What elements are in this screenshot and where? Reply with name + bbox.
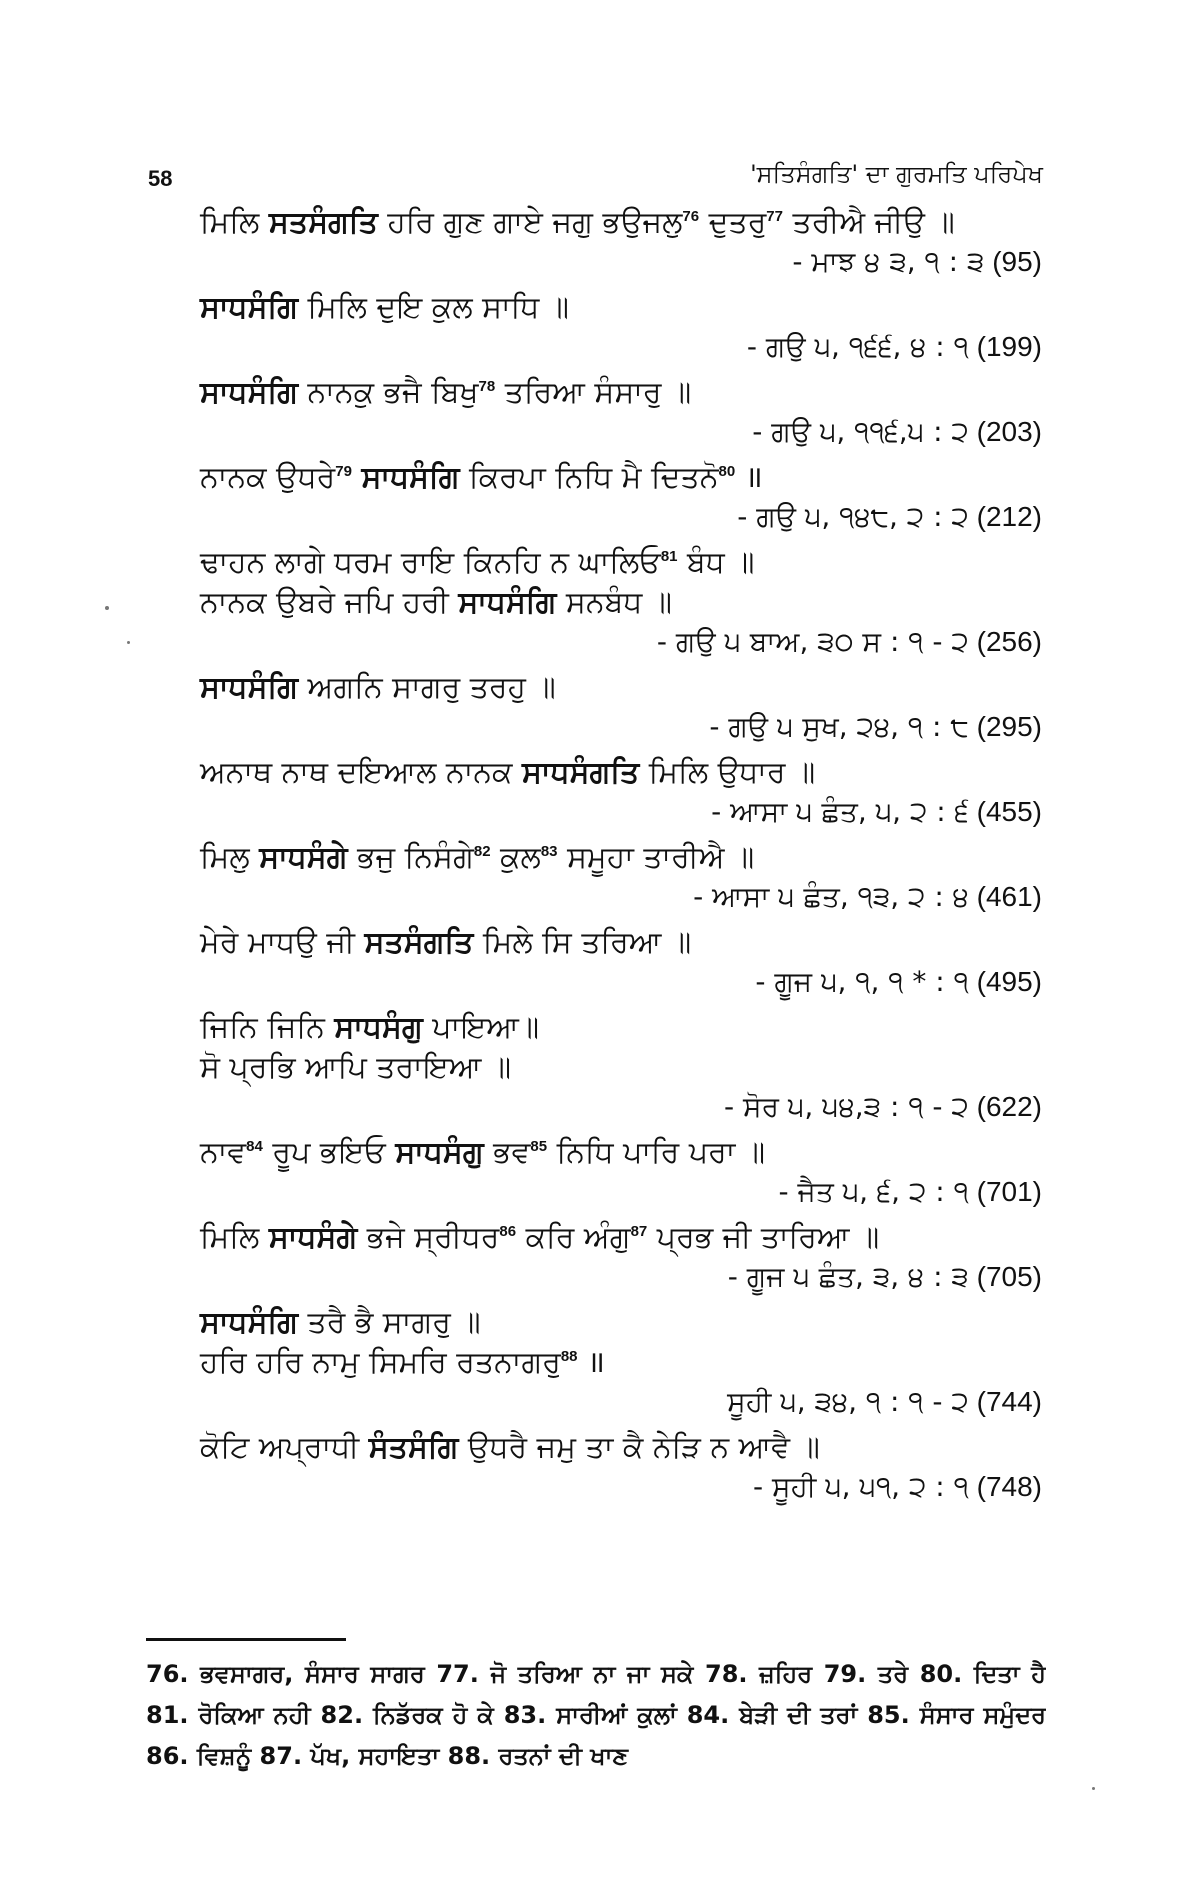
reference-text: - ਗਉ ੫ ਬਾਅ, ੩੦ ਸ : ੧ - ੨ — [656, 625, 969, 658]
footnote-marker: 82 — [473, 843, 491, 860]
scan-speck — [1092, 1787, 1095, 1790]
verse-line — [200, 205, 1042, 245]
verse-reference — [200, 1470, 1042, 1509]
verse-text: ਤਰੀਐ ਜੀਉ ॥ — [782, 205, 955, 240]
verse-text: ਢਾਹਨ ਲਾਗੇ ਧਰਮ ਰਾਇ ਕਿਨਹਿ ਨ ਘਾਲਿਓ — [200, 545, 661, 580]
verse-reference — [200, 500, 1042, 539]
verse-text: ਭਵ — [483, 1135, 531, 1170]
reference-text: - ਗਉ ੫, ੧੬੬, ੪ : ੧ — [746, 330, 969, 363]
footnote-marker: 84 — [246, 1138, 263, 1155]
verse-text: ਕੋਟਿ ਅਪ੍ਰਾਧੀ — [200, 1430, 369, 1465]
emphasized-term: ਸੰਤਸੰਗਿ — [368, 1430, 459, 1465]
reference-text: - ਆਸਾ ੫ ਛੰਤ, ੧੩, ੨ : ੪ — [693, 880, 969, 913]
verse — [200, 925, 1042, 1010]
reference-page: (622) — [968, 1091, 1042, 1122]
verse-line — [200, 1430, 1042, 1470]
verse — [200, 1010, 1042, 1135]
reference-text: - ਜੈਤ ੫, ੬, ੨ : ੧ — [778, 1175, 969, 1208]
verse-text: ਉਧਰੈ ਜਮੁ ਤਾ ਕੈ ਨੇੜਿ ਨ ਆਵੈ ॥ — [458, 1430, 820, 1465]
emphasized-term: ਸਾਧਸੰਗਤਿ — [522, 755, 640, 790]
verse — [200, 205, 1042, 290]
footnote-marker: 85 — [530, 1138, 548, 1155]
footnote-line: 86. ਵਿਸ਼ਨੂੰ 87. ਪੱਖ, ਸਹਾਇਤਾ 88. ਰਤਨਾਂ ਦੀ ਖਾਣ — [146, 1742, 629, 1770]
emphasized-term: ਸਾਧਸੰਗਿ — [458, 585, 557, 620]
verse-line — [200, 1010, 1042, 1050]
verse-text: ਹਰਿ ਗੁਣ ਗਾਏ ਜਗੁ ਭਉਜਲੁ — [377, 205, 683, 240]
verse-text: ਅਗਨਿ ਸਾਗਰੁ ਤਰਹੁ ॥ — [297, 670, 556, 705]
scan-speck — [105, 606, 109, 610]
verse-text: ਭਜੇ ਸ੍ਰੀਧਰ — [357, 1220, 500, 1255]
reference-page: (455) — [968, 796, 1042, 827]
emphasized-term: ਸਾਧਸੰਗਿ — [361, 460, 460, 495]
verse-text: ਮਿਲਿ — [200, 205, 269, 240]
verse-reference — [200, 880, 1042, 919]
verse-text: ਕਰਿ ਅੰਗੁ — [516, 1220, 631, 1255]
reference-text: ਸੂਹੀ ੫, ੩੪, ੧ : ੧ - ੨ — [727, 1385, 969, 1418]
verse — [200, 840, 1042, 925]
verse-text: ਨਾਨਕ ਉਧਰੇ — [200, 460, 336, 495]
emphasized-term: ਸਤਸੰਗਤਿ — [364, 925, 474, 960]
page-number: 58 — [148, 166, 173, 191]
footnote-marker: 88 — [560, 1348, 578, 1365]
emphasized-term: ਸਾਧਸੰਗਿ — [200, 290, 298, 325]
footnote-marker: 87 — [630, 1223, 648, 1240]
reference-page: (295) — [968, 711, 1042, 742]
footnote-marker: 79 — [335, 463, 352, 480]
emphasized-term: ਸਾਧਸੰਗੇ — [259, 840, 348, 875]
verse-text: ਸੋ ਪ੍ਰਭਿ ਆਪਿ ਤਰਾਇਆ ॥ — [200, 1050, 512, 1085]
footnotes — [146, 1654, 1046, 1777]
verse-reference — [200, 965, 1042, 1004]
verse — [200, 670, 1042, 755]
verse-text: ਮਿਲੇ ਸਿ ਤਰਿਆ ॥ — [473, 925, 692, 960]
running-head: 'ਸਤਿਸੰਗਤਿ' ਦਾ ਗੁਰਮਤਿ ਪਰਿਪੇਖ — [750, 160, 1043, 188]
verse-reference — [200, 415, 1042, 454]
verse-text: ਦੁਤਰੁ — [699, 205, 767, 240]
emphasized-term: ਸਤਸੰਗਤਿ — [268, 205, 378, 240]
verse — [200, 375, 1042, 460]
reference-text: - ਗਉ ੫, ੧੪੮, ੨ : ੨ — [737, 500, 969, 533]
footnote-marker: 80 — [718, 463, 736, 480]
reference-page: (495) — [968, 966, 1042, 997]
reference-page: (744) — [968, 1386, 1042, 1417]
verse-text: ਪ੍ਰਭ ਜੀ ਤਾਰਿਆ ॥ — [647, 1220, 880, 1255]
reference-text: - ਗਉ ੫ ਸੁਖ, ੨੪, ੧ : ੮ — [709, 710, 969, 743]
verse-text: ਨਾਨਕੁ ਭਜੈ ਬਿਖੁ — [297, 375, 479, 410]
verse-line — [200, 545, 1042, 585]
verse-reference — [200, 1260, 1042, 1299]
verse-reference — [200, 330, 1042, 369]
verse-line — [200, 670, 1042, 710]
footnote-marker: 86 — [499, 1223, 517, 1240]
verse-text: ਬੰਧ ॥ — [677, 545, 755, 580]
reference-text: - ਸੋਰ ੫, ੫੪,੩ : ੧ - ੨ — [723, 1090, 969, 1123]
reference-text: - ਆਸਾ ੫ ਛੰਤ, ੫, ੨ : ੬ — [711, 795, 969, 828]
verse-text: ਕੁਲ — [490, 840, 541, 875]
reference-page: (461) — [968, 881, 1042, 912]
emphasized-term: ਸਾਧਸੰਗੁ — [395, 1135, 484, 1170]
verse-list — [200, 205, 1042, 1515]
verse-line — [200, 375, 1042, 415]
verse-text: ਨਾਵ — [200, 1135, 247, 1170]
scan-speck — [127, 641, 130, 644]
verse — [200, 1430, 1042, 1515]
verse-reference — [200, 1175, 1042, 1214]
verse-line — [200, 1050, 1042, 1090]
verse — [200, 545, 1042, 670]
footnote-marker: 77 — [766, 208, 783, 225]
footnote-marker: 81 — [660, 548, 678, 565]
verse-text: ਅਨਾਥ ਨਾਥ ਦਇਆਲ ਨਾਨਕ — [200, 755, 523, 790]
reference-text: - ਗਉ ੫, ੧੧੬,੫ : ੨ — [752, 415, 969, 448]
verse-text: ਰੂਪ ਭਇਓ — [262, 1135, 396, 1170]
verse-text: ਤਰਿਆ ਸੰਸਾਰੁ ॥ — [495, 375, 692, 410]
reference-text: - ਮਾਝ ੪ ੩, ੧ : ੩ — [792, 245, 985, 278]
verse-text: ਕਿਰਪਾ ਨਿਧਿ ਮੈ ਦਿਤਨੋ — [459, 460, 719, 495]
verse-text: ਭਜੁ ਨਿਸੰਗੇ — [347, 840, 474, 875]
reference-page: (203) — [968, 416, 1042, 447]
verse-text: ਮੇਰੇ ਮਾਧਉ ਜੀ — [200, 925, 365, 960]
verse-text: ਜਿਨਿ ਜਿਨਿ — [200, 1010, 335, 1045]
verse — [200, 460, 1042, 545]
verse-line — [200, 1305, 1042, 1345]
footnote-line: 81. ਰੋਕਿਆ ਨਹੀ 82. ਨਿਡੱਰਕ ਹੋ ਕੇ 83. ਸਾਰੀਆਂ ਕੁਲਾਂ 84. ਬੇੜੀ ਦੀ ਤਰਾਂ 85. ਸੰਸਾਰ ਸਮੁੰਦਰ — [146, 1701, 1046, 1729]
verse-text: ਮਿਲੁ — [200, 840, 260, 875]
verse-text: ਮਿਲਿ — [200, 1220, 269, 1255]
verse-line — [200, 840, 1042, 880]
reference-text: - ਸੂਹੀ ੫, ੫੧, ੨ : ੧ — [753, 1470, 969, 1503]
verse-reference — [200, 245, 1042, 284]
verse-line — [200, 290, 1042, 330]
verse-reference — [200, 625, 1042, 664]
verse-reference — [200, 1385, 1042, 1424]
verse-text: ॥ — [735, 460, 763, 495]
footnote-line: 76. ਭਵਸਾਗਰ, ਸੰਸਾਰ ਸਾਗਰ 77. ਜੋ ਤਰਿਆ ਨਾ ਜਾ ਸਕੇ 78. ਜ਼ਹਿਰ 79. ਤਰੇ 80. ਦਿਤਾ ਹੈ — [146, 1660, 1046, 1688]
verse-line — [200, 1345, 1042, 1385]
footnote-marker: 76 — [682, 208, 700, 225]
verse-text: ਤਰੈ ਭੈ ਸਾਗਰੁ ॥ — [297, 1305, 481, 1340]
verse-text: ਸਮੂਹਾ ਤਾਰੀਐ ॥ — [557, 840, 755, 875]
verse — [200, 1135, 1042, 1220]
emphasized-term: ਸਾਧਸੰਗੁ — [334, 1010, 423, 1045]
verse-text: ॥ — [577, 1345, 606, 1380]
verse-gap — [200, 1509, 1042, 1515]
verse-text: ਸਨਬੰਧ ॥ — [556, 585, 672, 620]
verse-text: ਨਾਨਕ ਉਬਰੇ ਜਪਿ ਹਰੀ — [200, 585, 459, 620]
verse-text: ਮਿਲਿ ਦੁਇ ਕੁਲ ਸਾਧਿ ॥ — [297, 290, 570, 325]
reference-page: (705) — [968, 1261, 1042, 1292]
reference-page: (95) — [984, 246, 1042, 277]
verse-reference — [200, 1090, 1042, 1129]
verse — [200, 755, 1042, 840]
emphasized-term: ਸਾਧਸੰਗਿ — [200, 1305, 298, 1340]
footnote-marker: 78 — [478, 378, 496, 395]
verse-line — [200, 585, 1042, 625]
verse — [200, 1305, 1042, 1430]
reference-page: (701) — [968, 1176, 1042, 1207]
emphasized-term: ਸਾਧਸੰਗੇ — [268, 1220, 358, 1255]
verse-line — [200, 460, 1042, 500]
reference-page: (256) — [968, 626, 1042, 657]
verse-line — [200, 1135, 1042, 1175]
reference-page: (212) — [968, 501, 1042, 532]
footnote-marker: 83 — [540, 843, 558, 860]
footnote-rule — [146, 1638, 346, 1641]
reference-text: - ਗੂਜ ੫, ੧, ੧ * : ੧ — [755, 965, 969, 998]
verse-text: ਪਾਇਆ॥ — [422, 1010, 540, 1045]
verse-line — [200, 1220, 1042, 1260]
emphasized-term: ਸਾਧਸੰਗਿ — [200, 375, 298, 410]
verse — [200, 1220, 1042, 1305]
verse-reference — [200, 795, 1042, 834]
verse-text — [352, 460, 362, 495]
verse-line — [200, 925, 1042, 965]
verse-text: ਨਿਧਿ ਪਾਰਿ ਪਰਾ ॥ — [547, 1135, 766, 1170]
verse — [200, 290, 1042, 375]
reference-page: (199) — [968, 331, 1042, 362]
verse-line — [200, 755, 1042, 795]
verse-reference — [200, 710, 1042, 749]
emphasized-term: ਸਾਧਸੰਗਿ — [200, 670, 298, 705]
verse-text: ਹਰਿ ਹਰਿ ਨਾਮੁ ਸਿਮਰਿ ਰਤਨਾਗਰੁ — [200, 1345, 561, 1380]
reference-page: (748) — [968, 1471, 1042, 1502]
reference-text: - ਗੂਜ ੫ ਛੰਤ, ੩, ੪ : ੩ — [727, 1260, 969, 1293]
verse-text: ਮਿਲਿ ਉਧਾਰ ॥ — [639, 755, 816, 790]
